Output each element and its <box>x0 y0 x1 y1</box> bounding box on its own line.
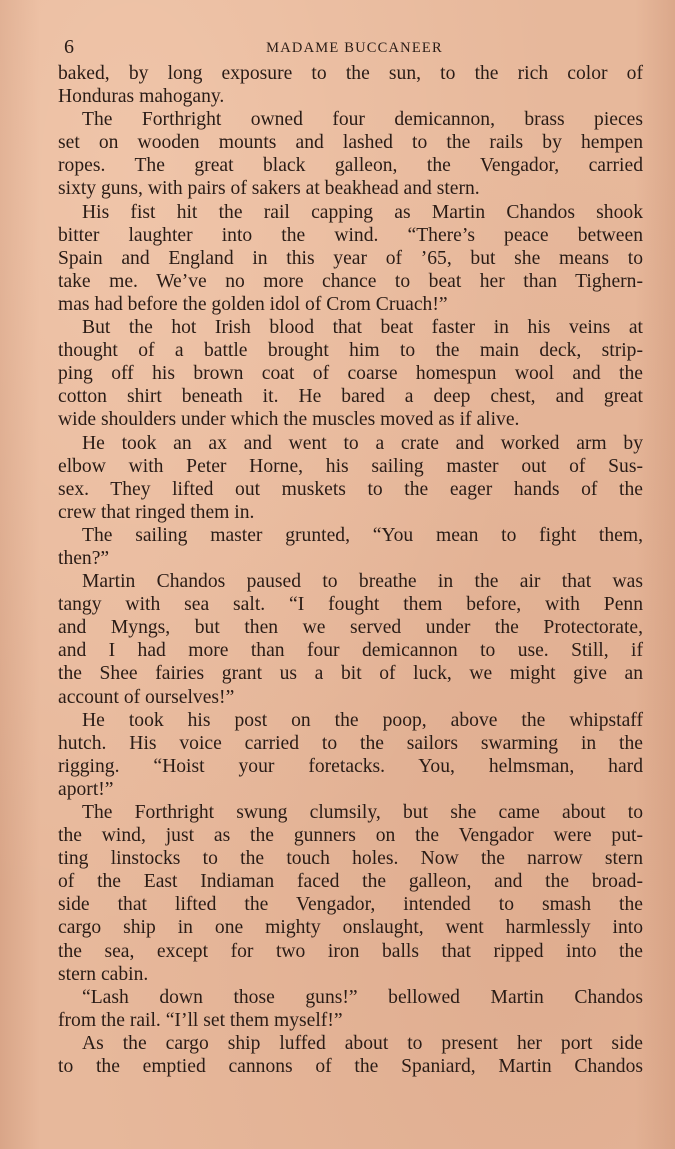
text-line: rigging. “Hoist your foretacks. You, helmsman, hard <box>58 755 643 777</box>
text-line: But the hot Irish blood that beat faster in his veins at <box>82 317 643 339</box>
text-line: the Shee fairies grant us a bit of luck, we might give an <box>58 663 643 685</box>
text-line: crew that ringed them in. <box>58 501 255 523</box>
text-line: set on wooden mounts and lashed to the rails by hempen <box>58 132 643 154</box>
text-line: baked, by long exposure to the sun, to the rich color of <box>58 63 643 84</box>
text-line: elbow with Peter Horne, his sailing master out of Sus- <box>58 455 643 477</box>
text-line: Honduras mahogany. <box>58 86 225 108</box>
text-line: cotton shirt beneath it. He bared a deep chest, and great <box>58 386 643 408</box>
text-line: account of ourselves!” <box>58 686 235 708</box>
text-line: to the emptied cannons of the Spaniard, Martin Chandos <box>58 1056 643 1078</box>
text-line: Spain and England in this year of ’65, but she means to <box>58 247 643 269</box>
text-line: thought of a battle brought him to the main deck, strip- <box>58 340 643 362</box>
text-line: The sailing master grunted, “You mean to fight them, <box>82 524 643 546</box>
text-line: sex. They lifted out muskets to the eager hands of the <box>58 478 643 500</box>
text-line: then?” <box>58 547 110 569</box>
text-line: stern cabin. <box>58 963 149 985</box>
running-head <box>64 34 615 60</box>
text-line: the sea, except for two iron balls that ripped into the <box>58 940 643 962</box>
text-line: tangy with sea salt. “I fought them before, with Penn <box>58 594 643 616</box>
text-line: He took an ax and went to a crate and worked arm by <box>82 432 643 454</box>
text-line: wide shoulders under which the muscles moved as if alive. <box>58 409 520 431</box>
text-line: the wind, just as the gunners on the Vengador were put- <box>58 825 643 847</box>
text-line: and I had more than four demicannon to use. Still, if <box>58 640 643 662</box>
text-line: “Lash down those guns!” bellowed Martin Chandos <box>82 986 643 1008</box>
text-line: sixty guns, with pairs of sakers at beakhead and stern. <box>58 178 480 200</box>
running-title: MADAME BUCCANEER <box>266 40 443 56</box>
page-number: 6 <box>64 36 74 58</box>
body-text <box>58 62 643 1078</box>
text-line: from the rail. “I’ll set them myself!” <box>58 1009 343 1031</box>
text-line: ping off his brown coat of coarse homespun wool and the <box>58 363 643 385</box>
text-line: of the East Indiaman faced the galleon, and the broad- <box>58 871 643 893</box>
text-line: He took his post on the poop, above the whipstaff <box>82 709 643 731</box>
text-line: side that lifted the Vengador, intended to smash the <box>58 894 643 916</box>
text-line: His fist hit the rail capping as Martin Chandos shook <box>82 201 643 223</box>
text-line: hutch. His voice carried to the sailors swarming in the <box>58 732 643 754</box>
text-line: ting linstocks to the touch holes. Now the narrow stern <box>58 848 643 870</box>
text-line: aport!” <box>58 778 114 800</box>
text-line: ropes. The great black galleon, the Vengador, carried <box>58 155 643 177</box>
text-line: and Myngs, but then we served under the Protectorate, <box>58 617 643 639</box>
text-line: mas had before the golden idol of Crom Cruach!” <box>58 293 448 315</box>
text-line: As the cargo ship luffed about to present her port side <box>82 1032 643 1054</box>
text-line: cargo ship in one mighty onslaught, went harmlessly into <box>58 917 643 939</box>
text-line: take me. We’ve no more chance to beat her than Tighern- <box>58 270 643 292</box>
text-line: The Forthright swung clumsily, but she came about to <box>82 802 643 823</box>
text-line: bitter laughter into the wind. “There’s peace between <box>58 224 643 246</box>
text-line: The Forthright owned four demicannon, brass pieces <box>82 109 643 131</box>
text-line: Martin Chandos paused to breathe in the air that was <box>82 571 643 593</box>
